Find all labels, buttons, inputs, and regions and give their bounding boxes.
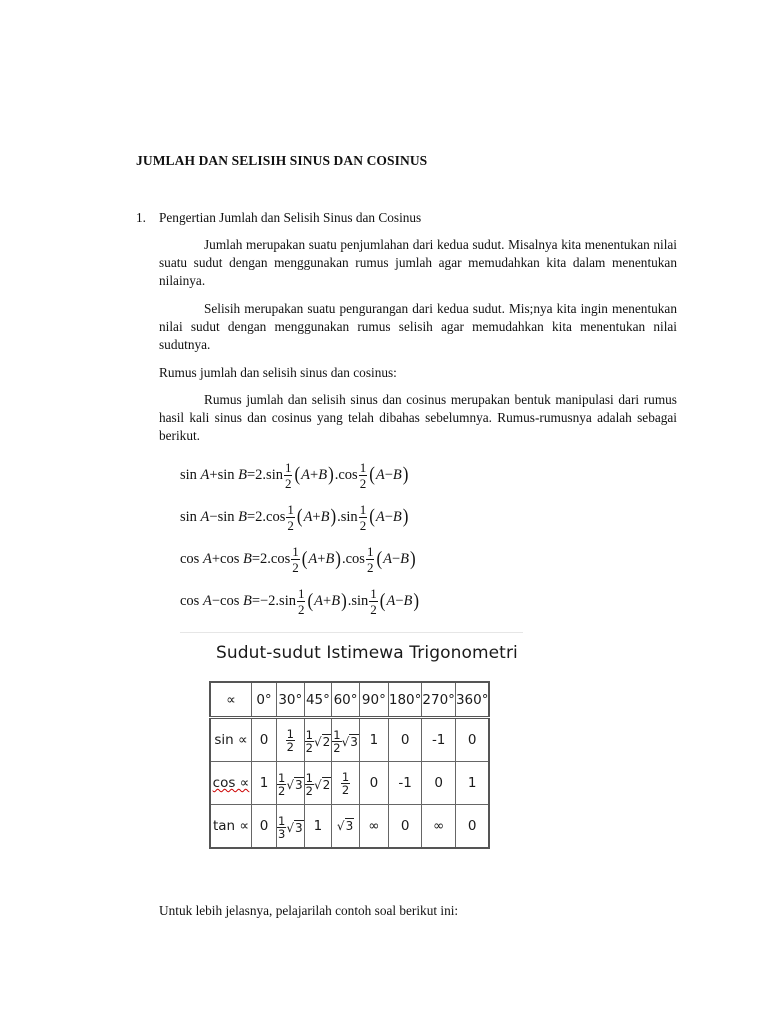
row-label: tan ∝ xyxy=(210,805,252,849)
closing-text: Untuk lebih jelasnya, pelajarilah contoh soal berikut ini: xyxy=(159,903,459,918)
table-cell: 1 2 √3 xyxy=(277,762,305,805)
header-cell: 45° xyxy=(304,682,332,718)
table-cell: √3 xyxy=(332,805,360,849)
formula-diff-cos: cos A −cos B =−2.sin $\frac{1}{2}$ ( A + B ) .sin $\frac{1}{2}$ ( A − B ) xyxy=(180,585,420,617)
table-cell: 1 xyxy=(455,762,489,805)
formula-diff-sin: sin A −sin B =2.cos $\frac{1}{2}$ ( A + B ) .sin $\frac{1}{2}$ ( A − B ) xyxy=(180,501,409,533)
paragraph-selisih: Selisih merupakan suatu pengurangan dari kedua sudut. Mis;nya kita ingin menentukan nilai sudut dengan menggunakan rumus selisih agar memudahkan kita menentukan nilai sudutnya. xyxy=(159,301,677,352)
table-cell: 1 xyxy=(359,718,388,762)
table-row xyxy=(210,805,489,849)
table-cell: ∞ xyxy=(422,805,456,849)
formula-sum-sin: sin A +sin B =2.sin $\frac{1}{2}$ ( A + B ) .cos $\frac{1}{2}$ ( A − B ) xyxy=(180,459,409,491)
table-cell: 1 xyxy=(252,762,277,805)
table-cell: 0 xyxy=(252,718,277,762)
table-cell: 0 xyxy=(388,718,422,762)
image-top-rule xyxy=(180,632,523,633)
table-cell: 1 2 √3 xyxy=(332,718,360,762)
table-cell: ∞ xyxy=(359,805,388,849)
header-cell: 90° xyxy=(359,682,388,718)
section-title: Pengertian Jumlah dan Selisih Sinus dan Cosinus xyxy=(159,210,422,225)
row-label: sin ∝ xyxy=(210,718,252,762)
fraction: $\frac{1}{2}$ xyxy=(284,459,292,491)
table-cell: 0 xyxy=(252,805,277,849)
table-title: Sudut-sudut Istimewa Trigonometri xyxy=(216,643,518,663)
table-row xyxy=(210,762,489,805)
fraction: $\frac{1}{2}$ xyxy=(297,585,305,617)
formula-sum-cos: cos A +cos B =2.cos $\frac{1}{2}$ ( A + B ) .cos $\frac{1}{2}$ ( A − B ) xyxy=(180,543,416,575)
table-row xyxy=(210,718,489,762)
table-cell: -1 xyxy=(422,718,456,762)
trig-table xyxy=(209,681,490,849)
fraction: $\frac{1}{2}$ xyxy=(287,501,294,533)
table-cell: 0 xyxy=(455,718,489,762)
fraction: $\frac{1}{2}$ xyxy=(292,543,299,575)
header-cell: 30° xyxy=(277,682,305,718)
table-cell: 0 xyxy=(359,762,388,805)
page-title: JUMLAH DAN SELISIH SINUS DAN COSINUS xyxy=(136,153,428,168)
fraction: $\frac{1}{2}$ xyxy=(359,459,367,491)
table-cell: 1 2 √2 xyxy=(304,718,332,762)
header-cell: ∝ xyxy=(210,682,252,718)
table-cell: 0 xyxy=(388,805,422,849)
table-cell: 0 xyxy=(455,805,489,849)
header-cell: 0° xyxy=(252,682,277,718)
table-cell: -1 xyxy=(388,762,422,805)
table-cell: 0 xyxy=(422,762,456,805)
paragraph-jumlah: Jumlah merupakan suatu penjumlahan dari kedua sudut. Misalnya kita menentukan nilai suatu sudut dengan menggunakan rumus jumlah agar memudahkan kita dalam menentukan nilainya. xyxy=(159,237,677,288)
table-cell: 1 xyxy=(304,805,332,849)
header-cell: 60° xyxy=(332,682,360,718)
header-cell: 270° xyxy=(422,682,456,718)
rumus-heading: Rumus jumlah dan selisih sinus dan cosinus: xyxy=(159,365,397,380)
table-header-row xyxy=(210,682,489,718)
row-label: cos ∝ xyxy=(210,762,252,805)
paragraph-rumus-intro: Rumus jumlah dan selisih sinus dan cosinus merupakan bentuk manipulasi dari rumus hasil kali sinus dan cosinus yang telah dibahas sebelumnya. Rumus-rumusnya adalah sebagai berikut. xyxy=(159,392,677,443)
fraction: $\frac{1}{2}$ xyxy=(359,501,367,533)
fraction: $\frac{1}{2}$ xyxy=(366,543,374,575)
header-cell: 180° xyxy=(388,682,422,718)
fraction: $\frac{1}{2}$ xyxy=(370,585,377,617)
section-number: 1. xyxy=(136,210,146,225)
table-cell: 1 2 √2 xyxy=(304,762,332,805)
table-cell: $\frac{1}{2}$ xyxy=(332,762,360,805)
table-cell: 1 3 √3 xyxy=(277,805,305,849)
table-cell: $\frac{1}{2}$ xyxy=(277,718,305,762)
header-cell: 360° xyxy=(455,682,489,718)
